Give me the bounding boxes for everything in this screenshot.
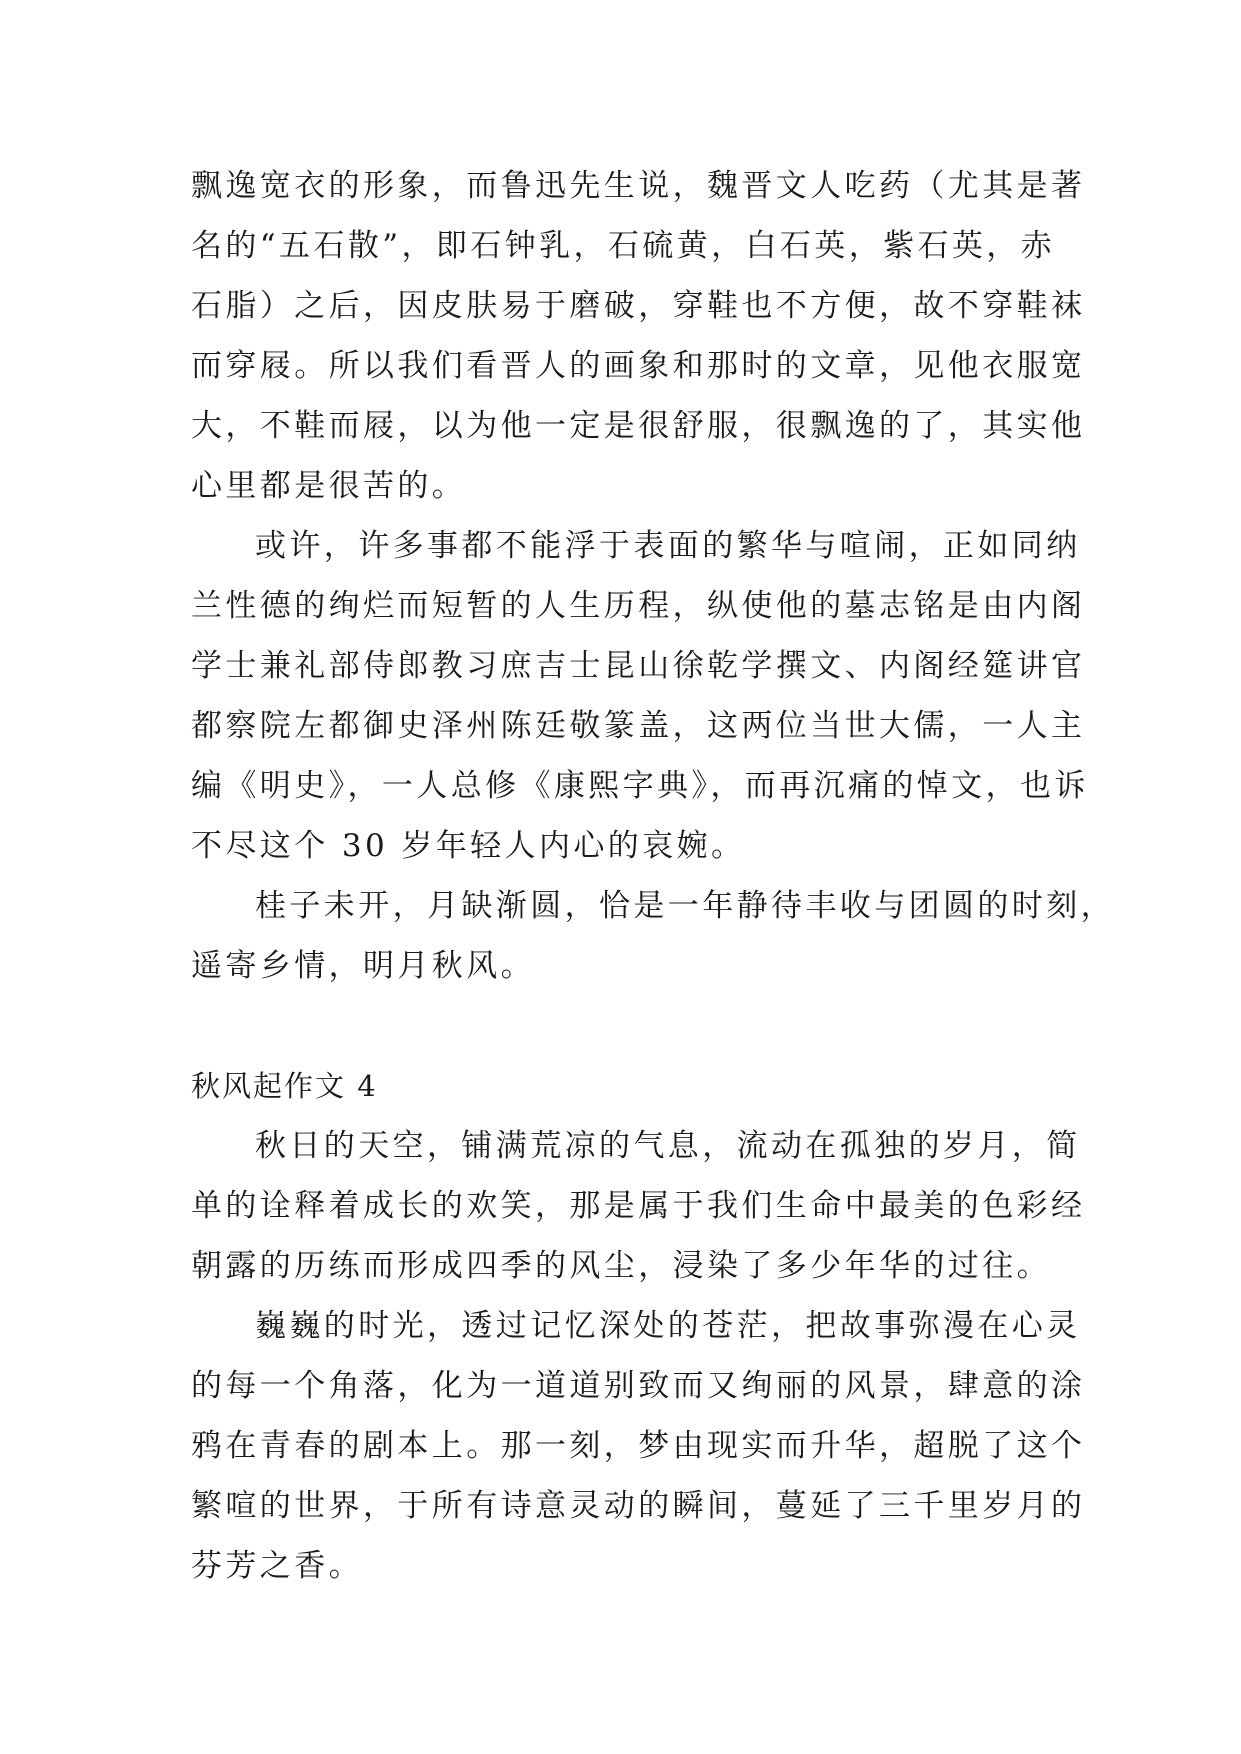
text-line: 芬芳之香。 xyxy=(191,1548,363,1584)
text-line: 巍巍的时光，透过记忆深处的苍茫，把故事弥漫在心灵 xyxy=(255,1308,1081,1344)
text-line: 名的“五石散”，即石钟乳，石硫黄，白石英，紫石英，赤 xyxy=(191,228,1056,264)
section-gap xyxy=(191,996,1055,1056)
text-line: 而穿屐。所以我们看晋人的画象和那时的文章，见他衣服宽 xyxy=(191,348,1086,384)
text-line: 鸦在青春的剧本上。那一刻，梦由现实而升华，超脱了这个 xyxy=(191,1428,1086,1464)
text-line: 朝露的历练而形成四季的风尘，浸染了多少年华的过往。 xyxy=(191,1248,1051,1284)
text-line: 编《明史》，一人总修《康熙字典》，而再沉痛的悼文，也诉 xyxy=(191,768,1089,804)
text-line: 心里都是很苦的。 xyxy=(191,468,467,504)
text-line: 飘逸宽衣的形象，而鲁迅先生说，魏晋文人吃药（尤其是著 xyxy=(191,168,1086,204)
paragraph-4 xyxy=(191,1116,1086,1296)
paragraph-5 xyxy=(191,1296,1086,1596)
text-line: 都察院左都御史泽州陈廷敬篆盖，这两位当世大儒，一人主 xyxy=(191,708,1086,744)
text-line: 大，不鞋而屐，以为他一定是很舒服，很飘逸的了，其实他 xyxy=(191,408,1086,444)
text-line: 桂子未开，月缺渐圆，恰是一年静待丰收与团圆的时刻， xyxy=(255,888,1115,924)
text-line: 不尽这个 30 岁年轻人内心的哀婉。 xyxy=(191,828,746,864)
text-line: 繁喧的世界，于所有诗意灵动的瞬间，蔓延了三千里岁月的 xyxy=(191,1488,1086,1524)
paragraph-3 xyxy=(191,876,1115,996)
document-page xyxy=(191,156,1115,1596)
text-line: 秋日的天空，铺满荒凉的气息，流动在孤独的岁月，简 xyxy=(255,1128,1081,1164)
section-heading: 秋风起作文 4 xyxy=(191,1069,378,1103)
text-line: 的每一个角落，化为一道道别致而又绚丽的风景，肆意的涂 xyxy=(191,1368,1086,1404)
text-line: 学士兼礼部侍郎教习庶吉士昆山徐乾学撰文、内阁经筵讲官 xyxy=(191,648,1086,684)
paragraph-2 xyxy=(191,516,1089,876)
text-line: 单的诠释着成长的欢笑，那是属于我们生命中最美的色彩经 xyxy=(191,1188,1086,1224)
paragraph-1 xyxy=(191,156,1086,516)
text-line: 石脂）之后，因皮肤易于磨破，穿鞋也不方便，故不穿鞋袜 xyxy=(191,288,1086,324)
text-line: 或许，许多事都不能浮于表面的繁华与喧闹，正如同纳 xyxy=(255,528,1081,564)
text-line: 兰性德的绚烂而短暂的人生历程，纵使他的墓志铭是由内阁 xyxy=(191,588,1086,624)
text-line: 遥寄乡情，明月秋风。 xyxy=(191,948,535,984)
